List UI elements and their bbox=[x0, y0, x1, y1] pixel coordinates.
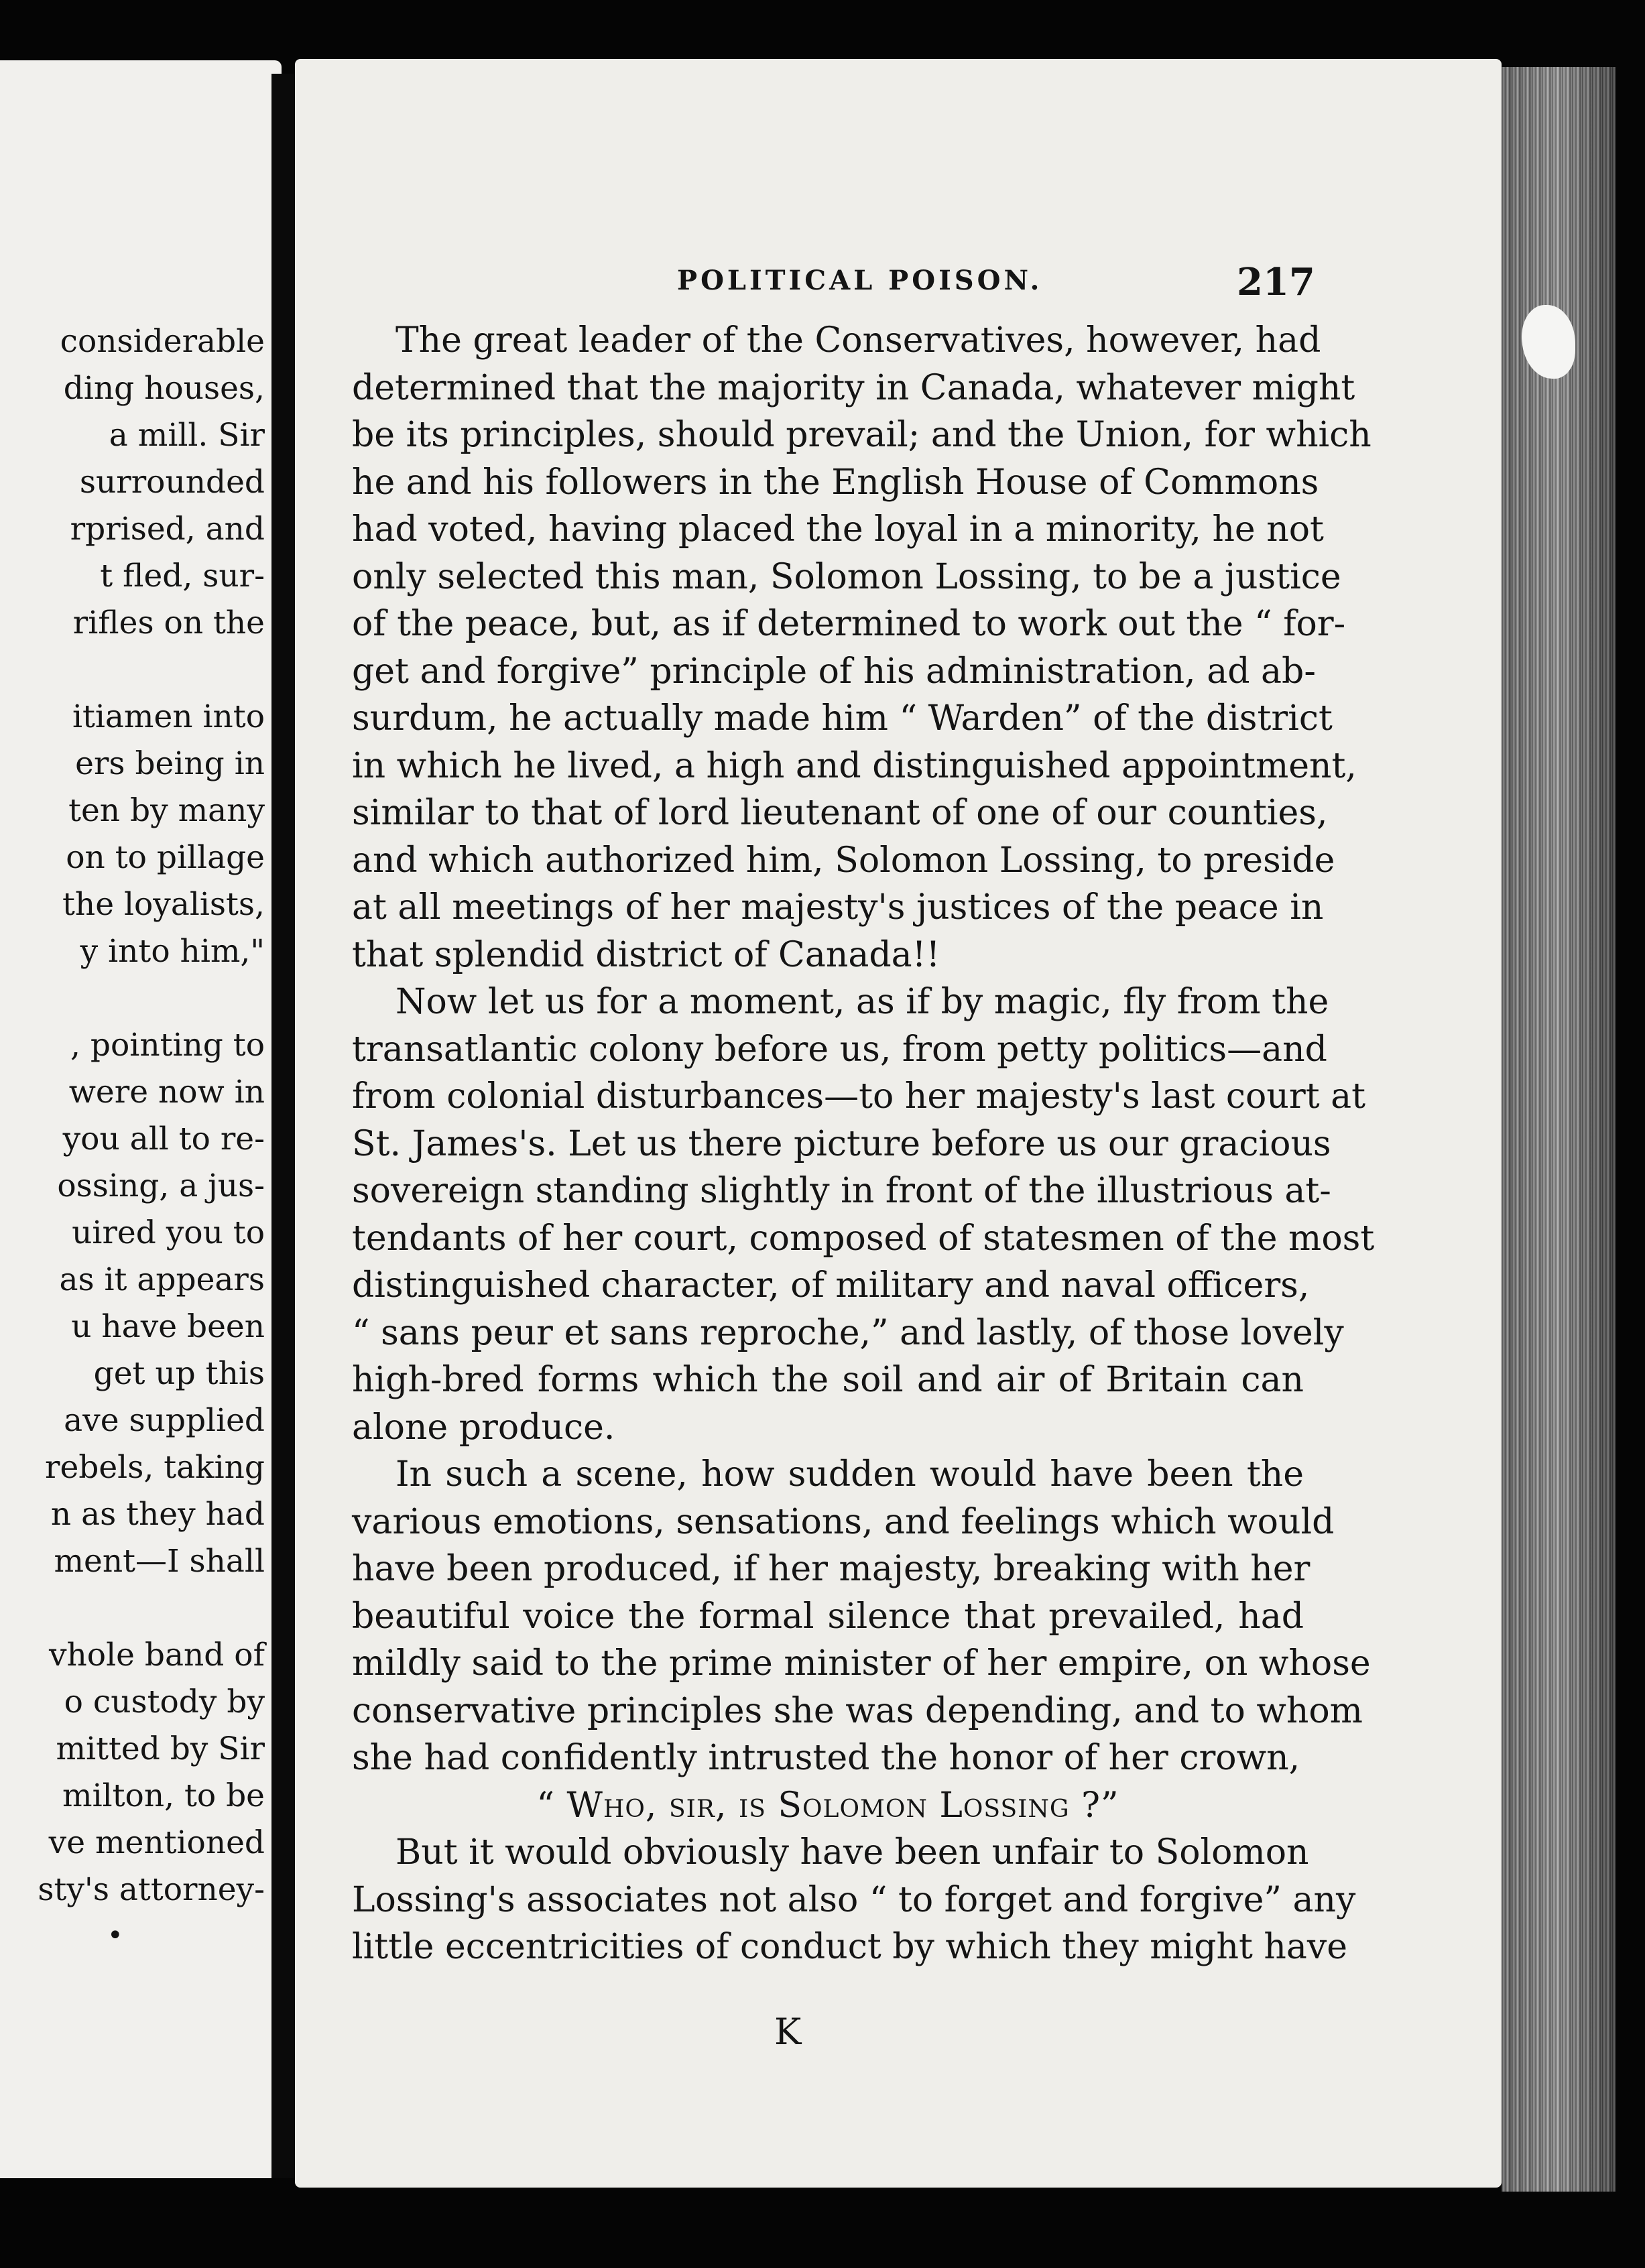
body-line: he and his followers in the English House of Commons bbox=[352, 462, 1319, 503]
left-page-line: mitted by Sir bbox=[56, 1730, 265, 1767]
book-gutter bbox=[271, 74, 298, 2178]
left-page-line: n as they had bbox=[50, 1496, 265, 1533]
left-page-line: milton, to be bbox=[62, 1777, 265, 1814]
body-line: at all meetings of her majesty's justices of the peace in bbox=[352, 887, 1324, 928]
left-page-line: you all to re- bbox=[62, 1121, 265, 1157]
page-edge-shade bbox=[1502, 67, 1616, 2192]
left-page-line: ve mentioned bbox=[48, 1824, 265, 1861]
left-page-line: rebels, taking bbox=[45, 1449, 265, 1486]
body-line: similar to that of lord lieutenant of one of our counties, bbox=[352, 793, 1328, 833]
left-page-line: t fled, sur- bbox=[100, 558, 265, 594]
running-head: POLITICAL POISON. bbox=[677, 265, 1043, 296]
left-page-line: ment—I shall bbox=[54, 1543, 265, 1580]
left-page-line: ten by many bbox=[68, 792, 265, 829]
body-line: of the peace, but, as if determined to work out the “ for- bbox=[352, 604, 1346, 644]
body-line: determined that the majority in Canada, whatever might bbox=[352, 367, 1355, 408]
body-line: tendants of her court, composed of statesmen of the most bbox=[352, 1218, 1375, 1259]
body-line: conservative principles she was depending, and to whom bbox=[352, 1690, 1363, 1731]
body-line: little eccentricities of conduct by which they might have bbox=[352, 1927, 1348, 1967]
body-line: get and forgive” principle of his administration, ad ab- bbox=[352, 651, 1316, 692]
left-page-line: ossing, a jus- bbox=[57, 1168, 265, 1204]
body-line: in which he lived, a high and distinguished appointment, bbox=[352, 745, 1357, 786]
body-line: St. James's. Let us there picture before us our gracious bbox=[352, 1123, 1331, 1164]
body-line: various emotions, sensations, and feelings which would bbox=[352, 1501, 1335, 1542]
body-line: But it would obviously have been unfair to Solomon bbox=[395, 1832, 1309, 1873]
left-page-line: vhole band of bbox=[48, 1637, 265, 1674]
body-line: from colonial disturbances—to her majesty's last court at bbox=[352, 1076, 1366, 1117]
left-page-line: surrounded bbox=[79, 464, 265, 501]
body-line: “ sans peur et sans reproche,” and lastly, of those lovely bbox=[352, 1312, 1344, 1353]
body-line: Lossing's associates not also “ to forget and forgive” any bbox=[352, 1879, 1356, 1920]
left-page-line: sty's attorney- bbox=[38, 1871, 265, 1908]
body-line: “ Who, sir, is Solomon Lossing ?” bbox=[536, 1785, 1119, 1826]
body-line: have been produced, if her majesty, breaking with her bbox=[352, 1549, 1311, 1589]
body-line: transatlantic colony before us, from petty politics—and bbox=[352, 1029, 1327, 1070]
left-page-line: considerable bbox=[60, 323, 265, 360]
body-line: high-bred forms which the soil and air of Britain can bbox=[352, 1360, 1304, 1400]
body-line: beautiful voice the formal silence that prevailed, had bbox=[352, 1596, 1304, 1637]
left-page-line: on to pillage bbox=[66, 839, 265, 876]
body-line: that splendid district of Canada!! bbox=[352, 934, 940, 975]
left-page-line: ers being in bbox=[75, 745, 265, 782]
body-line: she had confidently intrusted the honor of her crown, bbox=[352, 1738, 1300, 1778]
body-line: distinguished character, of military and naval officers, bbox=[352, 1265, 1310, 1306]
left-page-line: as it appears bbox=[59, 1261, 265, 1298]
left-page-line: u have been bbox=[71, 1308, 265, 1345]
body-line: Now let us for a moment, as if by magic, fly from the bbox=[395, 982, 1329, 1022]
left-page-line: o custody by bbox=[64, 1684, 265, 1720]
left-page-dot: • bbox=[107, 1920, 123, 1951]
body-line: mildly said to the prime minister of her empire, on whose bbox=[352, 1643, 1371, 1684]
body-line: alone produce. bbox=[352, 1407, 615, 1448]
left-page-line: y into him," bbox=[80, 933, 265, 970]
left-page-line: , pointing to bbox=[70, 1027, 265, 1064]
body-line: be its principles, should prevail; and the Union, for which bbox=[352, 415, 1372, 455]
left-page-line: the loyalists, bbox=[62, 886, 265, 923]
page-number: 217 bbox=[1237, 260, 1315, 304]
body-line: surdum, he actually made him “ Warden” of the district bbox=[352, 698, 1333, 739]
body-line: In such a scene, how sudden would have been the bbox=[395, 1454, 1304, 1495]
left-page-line: a mill. Sir bbox=[109, 417, 265, 454]
body-line: had voted, having placed the loyal in a minority, he not bbox=[352, 509, 1324, 550]
signature-mark: K bbox=[774, 2011, 802, 2053]
left-page-line: itiamen into bbox=[72, 698, 265, 735]
left-page-line: get up this bbox=[93, 1355, 265, 1392]
left-page-line: rprised, and bbox=[70, 511, 265, 548]
body-line: The great leader of the Conservatives, however, had bbox=[395, 320, 1321, 361]
left-page-line: were now in bbox=[68, 1074, 265, 1111]
body-line: only selected this man, Solomon Lossing, to be a justice bbox=[352, 556, 1341, 597]
left-page-line: ave supplied bbox=[64, 1402, 265, 1439]
left-page-line: rifles on the bbox=[72, 605, 265, 641]
body-line: and which authorized him, Solomon Lossing, to preside bbox=[352, 840, 1335, 881]
body-line: sovereign standing slightly in front of the illustrious at- bbox=[352, 1171, 1331, 1211]
left-page-line: ding houses, bbox=[63, 370, 265, 407]
left-page-line: uired you to bbox=[72, 1214, 265, 1251]
